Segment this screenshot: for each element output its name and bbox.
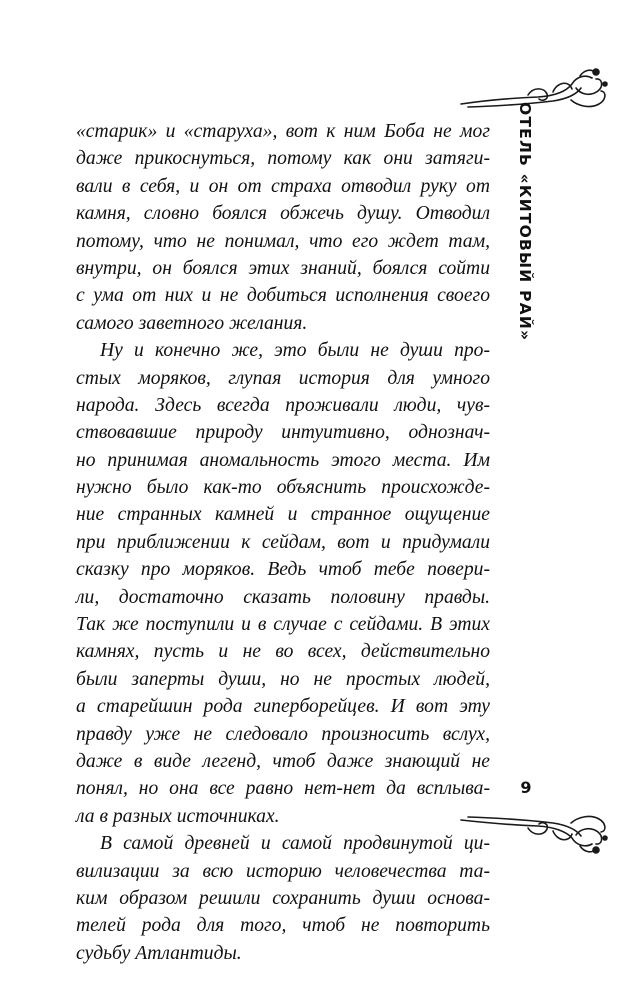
text-line: потому, что не понимал, что его ждет там, [76,230,490,252]
text-line: даже в виде легенд, чтоб даже знающий не [76,750,490,772]
top-ornament-icon [458,64,613,114]
text-line: народа. Здесь всегда проживали люди, чув- [76,394,490,416]
text-line: с ума от них и не добиться исполнения своего [76,285,490,307]
text-line: вали в себя, и он от страха отводил руку от [76,175,490,197]
text-line: стых моряков, глупая история для умного [76,367,490,389]
text-line: камнях, пусть и не во всех, действительно [76,641,490,663]
text-line: камня, словно боялся обжечь душу. Отводил [76,203,490,225]
text-line: понял, но она все равно нет-нет да всплыва- [76,778,490,800]
text-line: ние странных камней и странное ощущение [76,504,490,526]
text-line: правду уже не следовало произносить вслух, [76,723,490,745]
page-number: 9 [520,778,532,797]
text-line: Так же поступили и в случае с сейдами. В этих [76,614,490,636]
bottom-ornament-icon [458,808,613,856]
running-title [508,102,542,342]
text-line: даже прикоснуться, потому как они затяги- [76,148,490,170]
text-line: ли, достаточно сказать половину правды. [76,586,490,608]
text-line: ла в разных источниках. [76,805,280,827]
text-line: вилизации за всю историю человечества та- [76,860,490,882]
text-line: сказку про моряков. Ведь чтоб тебе повери- [76,559,490,581]
text-line: «старик» и «старуха», вот к ним Боба не мог [76,121,490,142]
text-line: Ну и конечно же, это были не души про- [100,340,490,362]
text-line: при приближении к сейдам, вот и придумали [76,531,490,553]
text-line: были заперты души, но не простых людей, [76,668,490,690]
text-line: ствовавшие природу интуитивно, однознач- [76,422,490,444]
text-line: внутри, он боялся этих знаний, боялся сойти [76,257,490,279]
running-title-text: ОТЕЛЬ «КИТОВЫЙ РАЙ» [516,102,534,342]
text-line: но принимая аномальность этого места. Им [76,449,490,471]
body-text [76,118,490,967]
text-line: телей рода для того, чтоб не повторить [76,915,490,937]
text-line: нужно было как-то объяснить происхожде- [76,477,490,499]
text-line: самого заветного желания. [76,312,308,334]
text-line: ким образом решили сохранить души основа- [76,887,490,909]
text-line: судьбу Атлантиды. [76,942,242,964]
text-line: В самой древней и самой продвинутой ци- [100,833,490,855]
text-line: а старейшин рода гиперборейцев. И вот эту [76,696,490,718]
